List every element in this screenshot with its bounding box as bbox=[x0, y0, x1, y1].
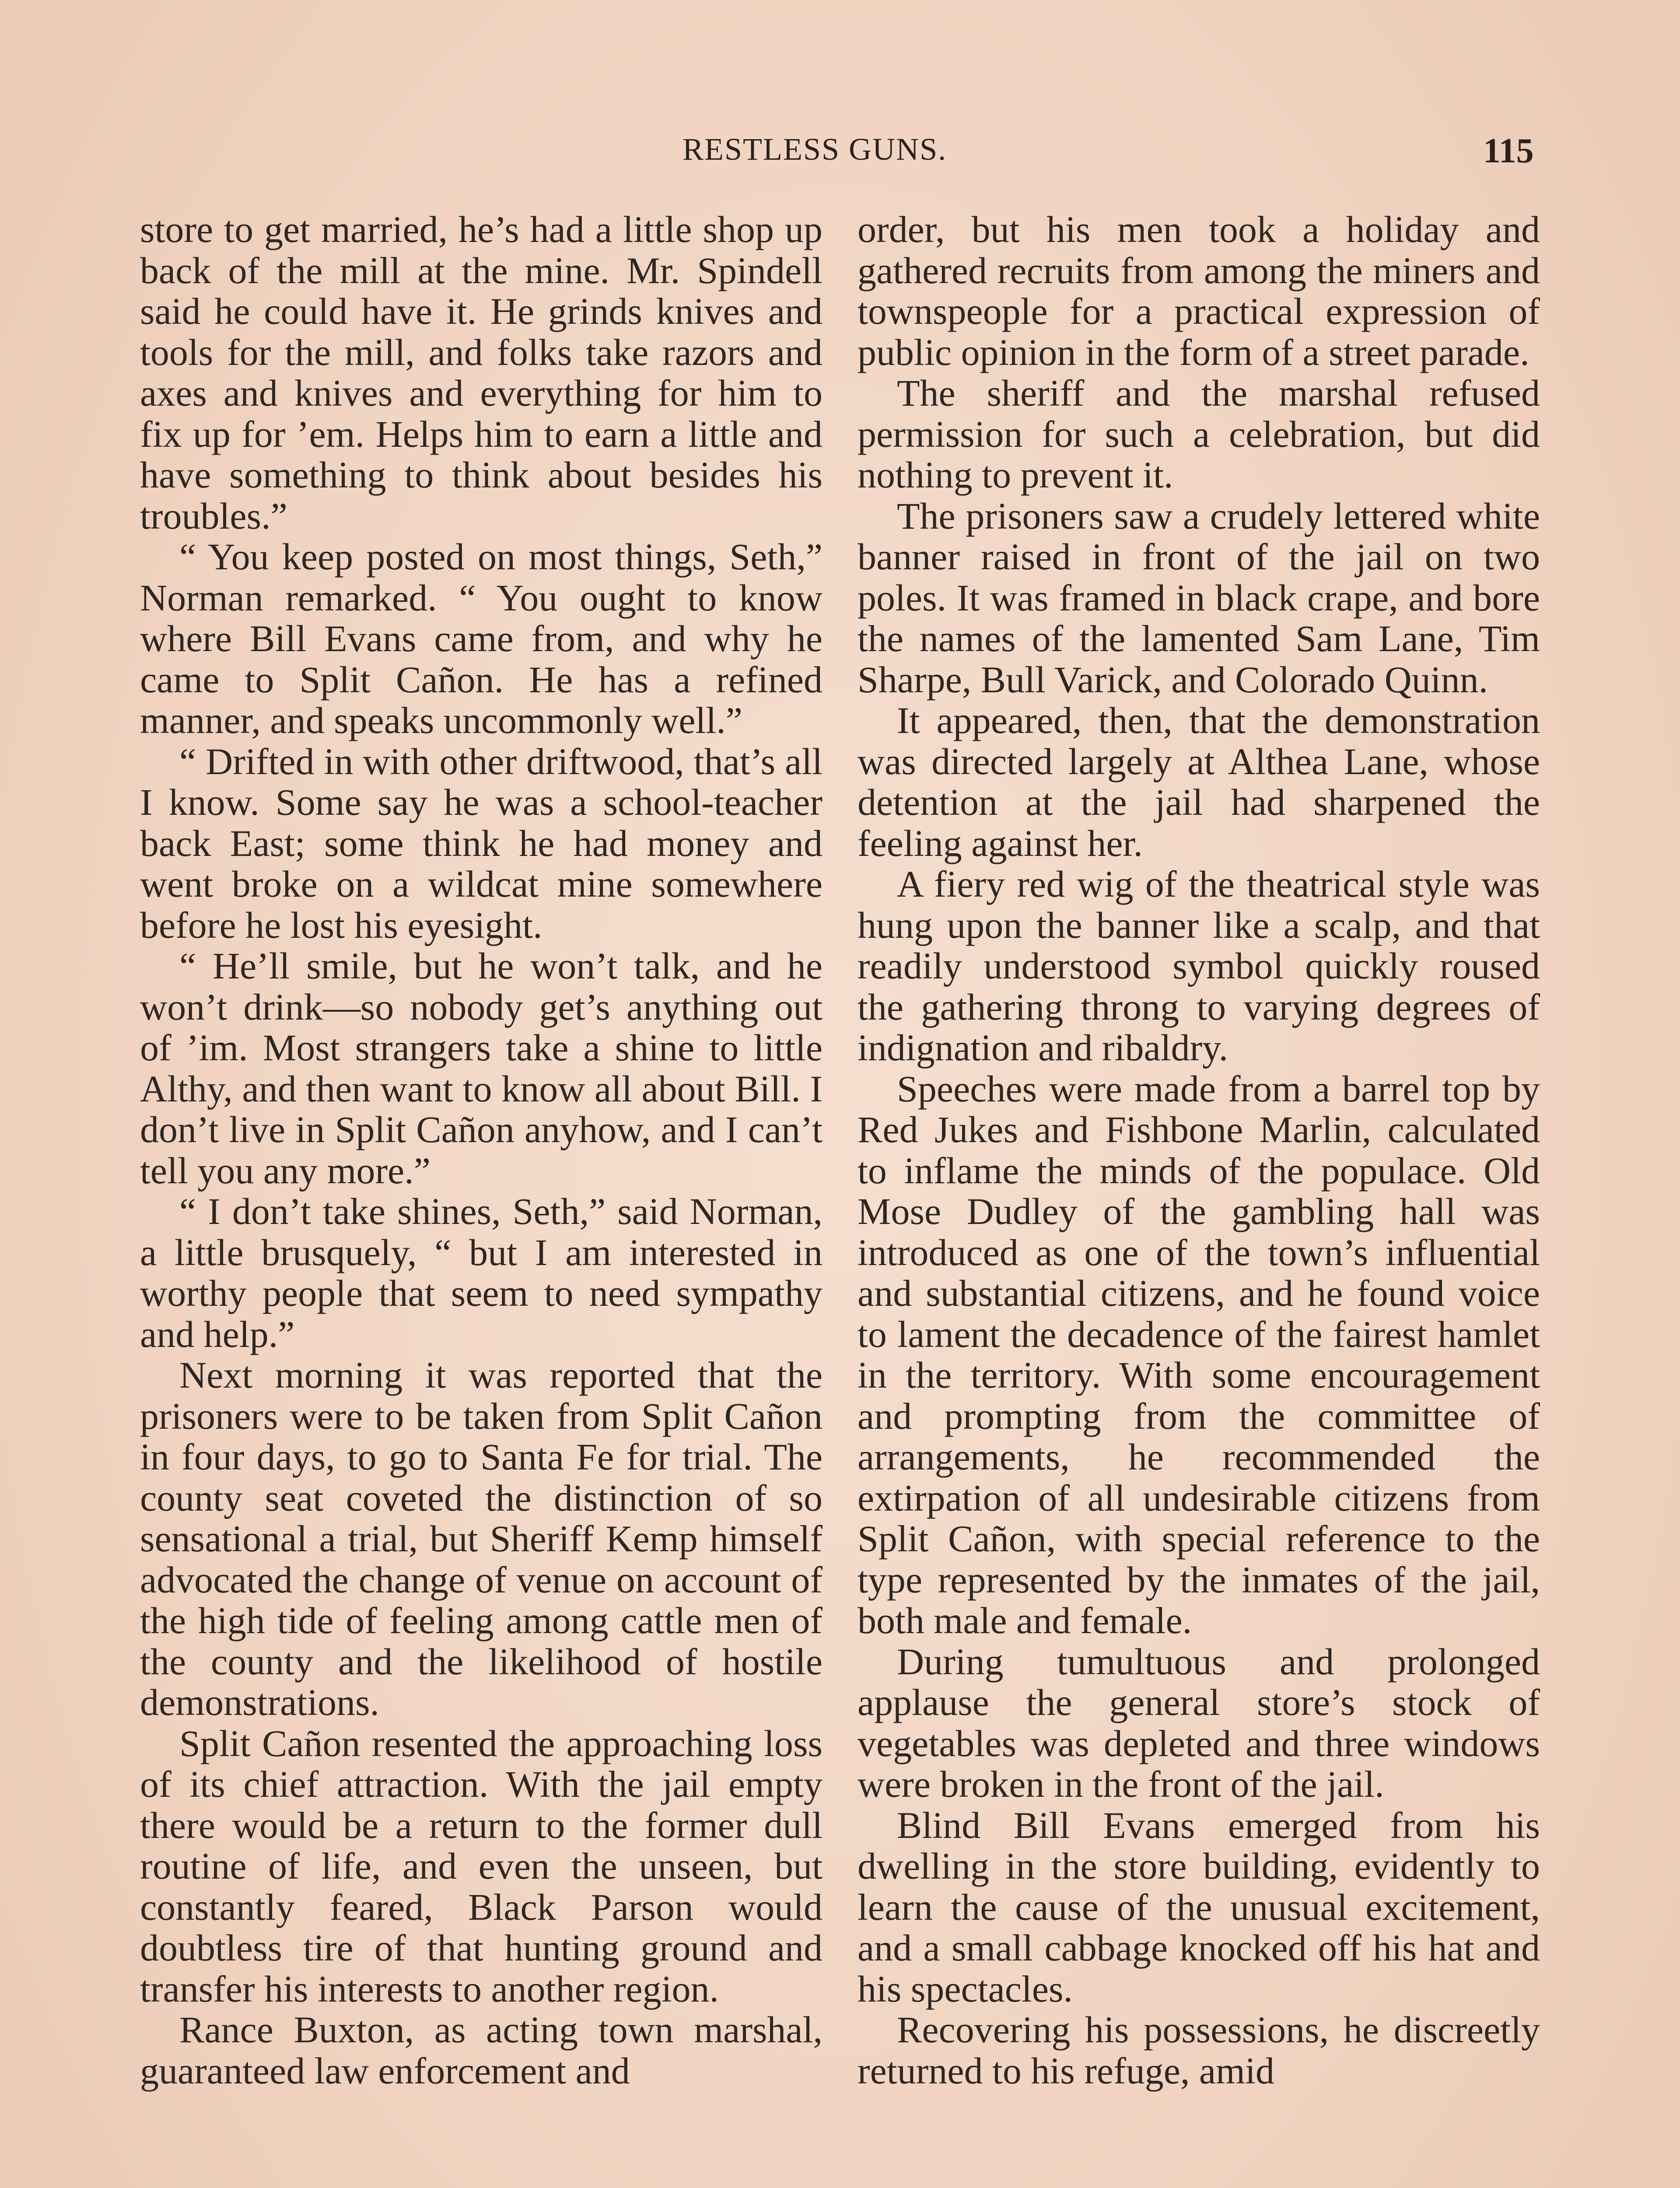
right-column bbox=[858, 209, 1540, 2091]
left-column bbox=[140, 209, 822, 2091]
paragraph: The prisoners saw a crudely lettered white banner raised in front of the jail on two poles. It was framed in black crape, and bore the names of the lamented Sam Lane, Tim Sharpe, Bull Varick, and Colorado Quinn. bbox=[858, 494, 1540, 701]
paragraph: A fiery red wig of the theatrical style was hung upon the banner like a scalp, and that readily understood symbol quickly roused the gathering throng to varying degrees of indignation and ribaldry. bbox=[858, 863, 1540, 1069]
paragraph: It appeared, then, that the demonstration was directed largely at Althea Lane, whose detention at the jail had sharpened the feeling against her. bbox=[858, 699, 1540, 864]
paragraph: Next morning it was reported that the prisoners were to be taken from Split Cañon in four days, to go to Santa Fe for trial. The county seat coveted the distinction of so sensational a trial, but Sheriff Kemp himself advocated the change of venue on account of the high tide of feeling among cattle men of the county and the likelihood of hostile demonstrations. bbox=[140, 1354, 822, 1723]
paragraph: “ You keep posted on most things, Seth,” Norman remarked. “ You ought to know where Bill Evans came from, and why he came to Split Cañon. He has a refined manner, and speaks uncommonly well.” bbox=[140, 536, 822, 741]
paragraph: store to get married, he’s had a little shop up back of the mill at the mine. Mr. Spindell said he could have it. He grinds knives and tools for the mill, and folks take razors and axes and knives and everything for him to fix up for ’em. Helps him to earn a little and have something to think about besides his troubles.” bbox=[140, 208, 822, 537]
paragraph: “ Drifted in with other driftwood, that’s all I know. Some say he was a school-teacher back East; some think he had money and went broke on a wildcat mine somewhere before he lost his eyesight. bbox=[140, 740, 822, 946]
paragraph: Blind Bill Evans emerged from his dwelling in the store building, evidently to learn the cause of the unusual excitement, and a small cabbage knocked off his hat and his spectacles. bbox=[858, 1804, 1540, 2010]
page-number: 115 bbox=[1483, 132, 1534, 170]
paragraph: During tumultuous and prolonged applause the general store’s stock of vegetables was depleted and three windows were broken in the front of the jail. bbox=[858, 1640, 1540, 1805]
paragraph: Split Cañon resented the approaching loss of its chief attraction. With the jail empty there would be a return to the former dull routine of life, and even the unseen, but constantly feared, Black Parson would doubtless tire of that hunting ground and transfer his interests to another region. bbox=[140, 1722, 822, 2010]
paragraph: Rance Buxton, as acting town marshal, guaranteed law enforcement and bbox=[140, 2009, 822, 2092]
paragraph: Speeches were made from a barrel top by Red Jukes and Fishbone Marlin, calculated to inflame the minds of the populace. Old Mose Dudley of the gambling hall was introduced as one of the town’s influential and substantial citizens, and he found voice to lament the decadence of the fairest hamlet in the territory. With some encouragement and prompting from the committee of arrangements, he recommended the extirpation of all undesirable citizens from Split Cañon, with special reference to the type represented by the inmates of the jail, both male and female. bbox=[858, 1067, 1540, 1641]
paragraph: Recovering his possessions, he discreetly returned to his refuge, amid bbox=[858, 2009, 1540, 2092]
paragraph: “ I don’t take shines, Seth,” said Norman, a little brusquely, “ but I am interested in worthy people that seem to need sympathy and help.” bbox=[140, 1190, 822, 1355]
paragraph: “ He’ll smile, but he won’t talk, and he won’t drink—so nobody get’s anything out of ’im. Most strangers take a shine to little Althy, and then want to know all about Bill. I don’t live in Split Cañon anyhow, and I can’t tell you any more.” bbox=[140, 945, 822, 1192]
paragraph: The sheriff and the marshal refused permission for such a celebration, but did nothing to prevent it. bbox=[858, 372, 1540, 496]
paragraph: order, but his men took a holiday and gathered recruits from among the miners and townspeople for a practical expression of public opinion in the form of a street parade. bbox=[858, 208, 1540, 373]
running-head bbox=[0, 131, 1680, 179]
running-title: RESTLESS GUNS. bbox=[682, 132, 947, 167]
